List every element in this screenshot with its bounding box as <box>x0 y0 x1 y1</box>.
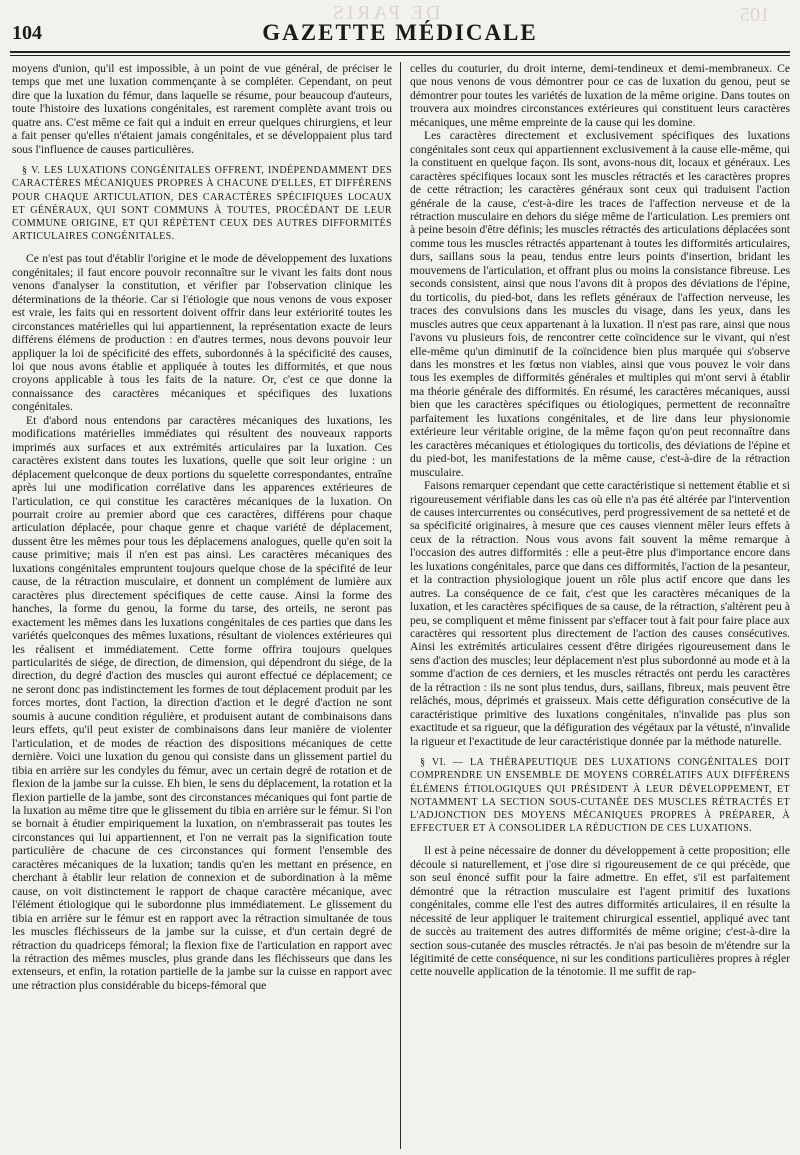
section-heading-v: § V. LES LUXATIONS CONGÉNITALES OFFRENT, INDÉPENDAMMENT DES CARACTÈRES MÉCANIQUES PROPRES À CHACUNE D'ELLES, ET DIFFÉRENS POUR CHAQUE ARTICULATION, DES CARACTÈRES SPÉCIFIQUES LOCAUX ET GÉNÉRAUX, QUI SONT COMMUNS À TOUTES, PROCÉDANT DE LEUR COMMUNE ORIGINE, ET QUI RÉPÈTENT CEUX DES AUTRES DIFFORMITÉS ARTICULAIRES CONGÉNITALES. <box>12 165 392 243</box>
right-column <box>401 62 790 1149</box>
showthrough-page-number: 105 <box>740 4 770 26</box>
journal-title: GAZETTE MÉDICALE <box>262 20 538 45</box>
paragraph: Faisons remarquer cependant que cette caractéristique si nettement établie et si rigoureusement vérifiable dans les cas où elle n'a pas été altérée par l'intervention de causes intercurrentes ou consécutives, perd progressivement de sa netteté et de sa spécificité originaires, à mesure que ces causes viennent mêler leurs effets à ceux de la rétraction. Nous vous avons fait souvent la même remarque à l'occasion des autres difformités : elle a peut-être plus d'importance encore dans les luxations congénitales, parce que dans ces difformités, l'action de la pesanteur, et la contraction physiologique jouent un rôle plus actif encore que dans les autres. La conséquence de ce fait, c'est que les caractères mécaniques de la luxation, et les caractères spécifiques de sa cause, de la rétraction, s'altèrent peu à peu, se compliquent et même finissent par s'effacer tout à fait pour faire place aux caractères qui ressortent plus directement de l'action des causes consécutives. Ainsi les extrémités articulaires cessent d'être dirigées rigoureusement dans le sens d'action des muscles; leur déplacement n'est plus subordonné au mode et à la somme d'action de ces derniers, et les muscles rétractés ont perdu les caractères de la rétraction : ils ne sont plus tendus, durs, saillans, fibreux, mais peuvent être relâchés, mous, déprimés et graisseux. Mais cette défiguration consécutive de la caractéristique primitive des luxations congénitales, n'invalide pas plus son exactitude et sa rigueur, que la défiguration des végétaux par la vétusté, n'invalide la rigueur et l'exactitude de leur caractéristique donnée par la méthode naturelle. <box>409 479 790 748</box>
left-column <box>12 62 400 1149</box>
header-rule <box>10 51 790 56</box>
paragraph: moyens d'union, qu'il est impossible, à un point de vue général, de préciser le temps que met une luxation commençante à se compléter. Cependant, on peut dire que la luxation du fémur, dans laquelle se résume, pour beaucoup d'auteurs, toute l'histoire des luxations congénitales, est rarement complète avant trois ou quatre ans. C'est même ce fait qui a induit en erreur quelques chirurgiens, et leur a fait penser qu'elles n'étaient jamais congénitales, et se développaient plus tard sous l'influence de causes particulières. <box>12 62 392 156</box>
paragraph: Ce n'est pas tout d'établir l'origine et le mode de développement des luxations congénitales; il faut encore pouvoir reconnaître sur le vivant les faits dont nous venons d'analyser la constitution, et vérifier par l'observation clinique les déterminations de la théorie. Car si l'étiologie que nous venons de vous exposer est vraie, les faits qui en ressortent doivent offrir dans leur extériorité toutes les circonstances matérielles qui lui appartiennent, la représentation exacte de leurs différens élémens de production : en d'autres termes, nous devons pouvoir leur appliquer la loi de spécificité des effets, subordonnés à la spécificité des causes, loi que nous avons établie et appliquée à toutes les difformités, et que nous croyons applicable à tous les faits de la nature. Or, c'est ce que donne la connaissance des caractères mécaniques et spécifiques des luxations congénitales. <box>12 252 392 414</box>
showthrough-title: DE PARIS <box>330 2 441 24</box>
page-number: 104 <box>12 22 42 44</box>
page-header <box>10 22 790 48</box>
section-heading-vi: § VI. — LA THÉRAPEUTIQUE DES LUXATIONS CONGÉNITALES DOIT COMPRENDRE UN ENSEMBLE DE MOYENS CORRÉLATIFS AUX DIFFÉRENS ÉLÉMENS ÉTIOLOGIQUES QUI PRÉSIDENT À LEUR DÉVELOPPEMENT, ET NOTAMMENT LA SECTION SOUS-CUTANÉE DES MUSCLES RÉTRACTÉS ET L'ADJONCTION DES MOYENS MÉCANIQUES PROPRES À PRÉPARER, À EFFECTUER ET À CONSOLIDER LA RÉDUCTION DE CES LUXATIONS. <box>409 757 790 835</box>
paragraph: celles du couturier, du droit interne, demi-tendineux et demi-membraneux. Ce que nous venons de vous démontrer pour ce cas de luxation du genou, peut se démontrer pour toutes les variétés de luxation de la même origine. Dans toutes on trouvera aux moindres circonstances extérieures qui constituent leurs caractères mécaniques, une même empreinte de la cause qui les domine. <box>409 62 790 129</box>
text-columns <box>12 62 790 1149</box>
paragraph: Et d'abord nous entendons par caractères mécaniques des luxations, les modifications matérielles immédiates qui résultent des nouveaux rapports imprimés aux surfaces et aux extrémités articulaires par la luxation. Ces caractères existent dans toutes les luxations, quelle que soit leur origine : un déplacement quelconque de deux portions du squelette correspondantes, entraîne après lui une modification corrélative dans les apparences extérieures de l'articulation, ce qui constitue les caractères mécaniques de la luxation. On pourrait croire au premier abord que ces caractères, différens pour chaque articulation déplacée, pour chaque genre et chaque variété de déplacement, dussent être les mêmes pour tous les déplacemens analogues, quelle qu'en soit la cause primitive; mais il n'en est pas ainsi. Les caractères mécaniques des luxations congénitales empruntent toujours quelque chose de la spécifité de leur cause, de la rétraction musculaire, et donnent un complément de lumière aux caractères plus directement spécifiques de cette cause. Ainsi la forme des hanches, la forme du genou, la forme du tarse, des orteils, ne seront pas exactement les mêmes dans les luxations congénitales de ces parties que dans les variétés quelconques des mêmes luxations, résultant de violences extérieures qui les réalisent et immédiatement. Cette forme offrira toujours quelques particularités de siége, de direction, de dimension, qui dépendront du siége, de la direction, du degré d'action des muscles qui auront effectué ce déplacement; ce ne seront donc pas indistinctement les formes de tout déplacement produit par les forces mortes, dont l'action, la direction d'action et le degré d'action ne sont soumis à aucune condition régulière, et produisent autant de combinaisons dans leurs effets, qu'il peut exister de combinaisons dans leur manière de violenter l'articulation, et de modes de réaction des dispositions mécaniques de cette dernière. Voici une luxation du genou qui consiste dans un glissement partiel du tibia en arrière sur les condyles du fémur, avec un certain degré de rotation et de flexion de la jambe sur la cuisse. Eh bien, le sens du déplacement, la rotation et la flexion partielle de la jambe, sont des circonstances mécaniques qui font partie de la luxation au même titre que le glissement du tibia en arrière sur le fémur. Si l'on se bornait à étudier empiriquement la luxation, on n'embrasserait pas toutes les circonstances qui lui appartiennent, et l'on ne verrait pas la signification toute particulière de chacune de ces circonstances qui forment l'ensemble des caractères mécaniques de la luxation; tandis qu'en les mettant en présence, en cherchant à établir leur relation de connexion et de subordination à la même cause, on voit distinctement le rapport de chaque caractère mécanique, avec l'élément étiologique qui le subordonne plus immédiatement. Le glissement du tibia en arrière sur le fémur est en rapport avec la rétraction simultanée de tous les muscles fléchisseurs de la jambe sur la cuisse, et d'un certain degré de rétraction du quadriceps fémoral; la flexion fixe de l'articulation en rapport avec la rétraction des mêmes muscles, plus grande dans les fléchisseurs que dans les extenseurs, et enfin, la rotation partielle de la jambe sur la cuisse en rapport avec une rétraction plus considérable du biceps-fémoral que <box>12 413 392 992</box>
paragraph: Il est à peine nécessaire de donner du développement à cette proposition; elle découle si naturellement, et j'ose dire si rigoureusement de ce qui précède, que son seul énoncé suffit pour la faire admettre. En effet, s'il est parfaitement démontré que la rétraction musculaire est l'agent primitif des luxations congénitales, comme elle l'est des autres difformités articulaires, il en résulte la nécessité de leur appliquer le traitement chirurgical essentiel, appliqué avec tant de succès au traitement des autres difformités de même origine; c'est-à-dire la section sous-cutanée des muscles rétractés. Je n'ai pas besoin de m'étendre sur la légitimité de cette conséquence, ni sur les conditions particulières propres à régler cette nouvelle application de la ténotomie. Il me suffit de rap- <box>409 844 790 979</box>
paragraph: Les caractères directement et exclusivement spécifiques des luxations congénitales sont ceux qui appartiennent exclusivement à la cause elle-même, qui la constituent en quelque façon. Ils sont, avons-nous dit, locaux et généraux. Les caractères spécifiques locaux sont les muscles rétractés et les caractères propres de cette rétraction; les caractères généraux sont ceux qui traduisent l'action générale de la cause, c'est-à-dire les traces de l'affection nerveuse et de la rétraction musculaire en dehors du siége même de l'articulation. Les premiers ont à peine besoin d'être définis; les muscles rétractés des articulations déplacées sont comme tous les muscles rétractés appartenant à toutes les difformités articulaires, durs, saillans sous la peau, tendus entre leurs points d'insertion, bridant les mouvemens de l'articulation, et offrant plus ou moins la consistance fibreuse. Les seconds consistent, ainsi que nous l'avons dit à propos des déviations de l'épine, du torticolis, du pied-bot, dans les reflets généraux de l'affection nerveuse, les traces des convulsions dans les muscles du visage, dans les yeux, dans les muscles autres que ceux appartenant à la luxation. Il n'est pas rare, ainsi que nous l'avons vu plusieurs fois, de rencontrer cette coïncidence sur le vivant, qui n'est elle-même qu'un diminutif de la coïncidence bien plus marquée qui s'observe dans les monstres et les fœtus non viables, ainsi que vous pouvez le voir dans tous les exemples de difformités générales et multiples qui m'ont servi à établir ma théorie générale des difformités. En résumé, les caractères mécaniques, aussi bien que les caractères spécifiques ou étiologiques, permettent de reconnaître parfaitement les luxations congénitales, et de lire dans leur physionomie extérieure leur véritable origine, de la même façon qu'on peut reconnaître dans les caractères mécaniques et étiologiques du torticolis, des déviations de l'épine et du pied-bot, les manifestations de la même cause, c'est-à-dire de la rétraction musculaire. <box>409 129 790 479</box>
